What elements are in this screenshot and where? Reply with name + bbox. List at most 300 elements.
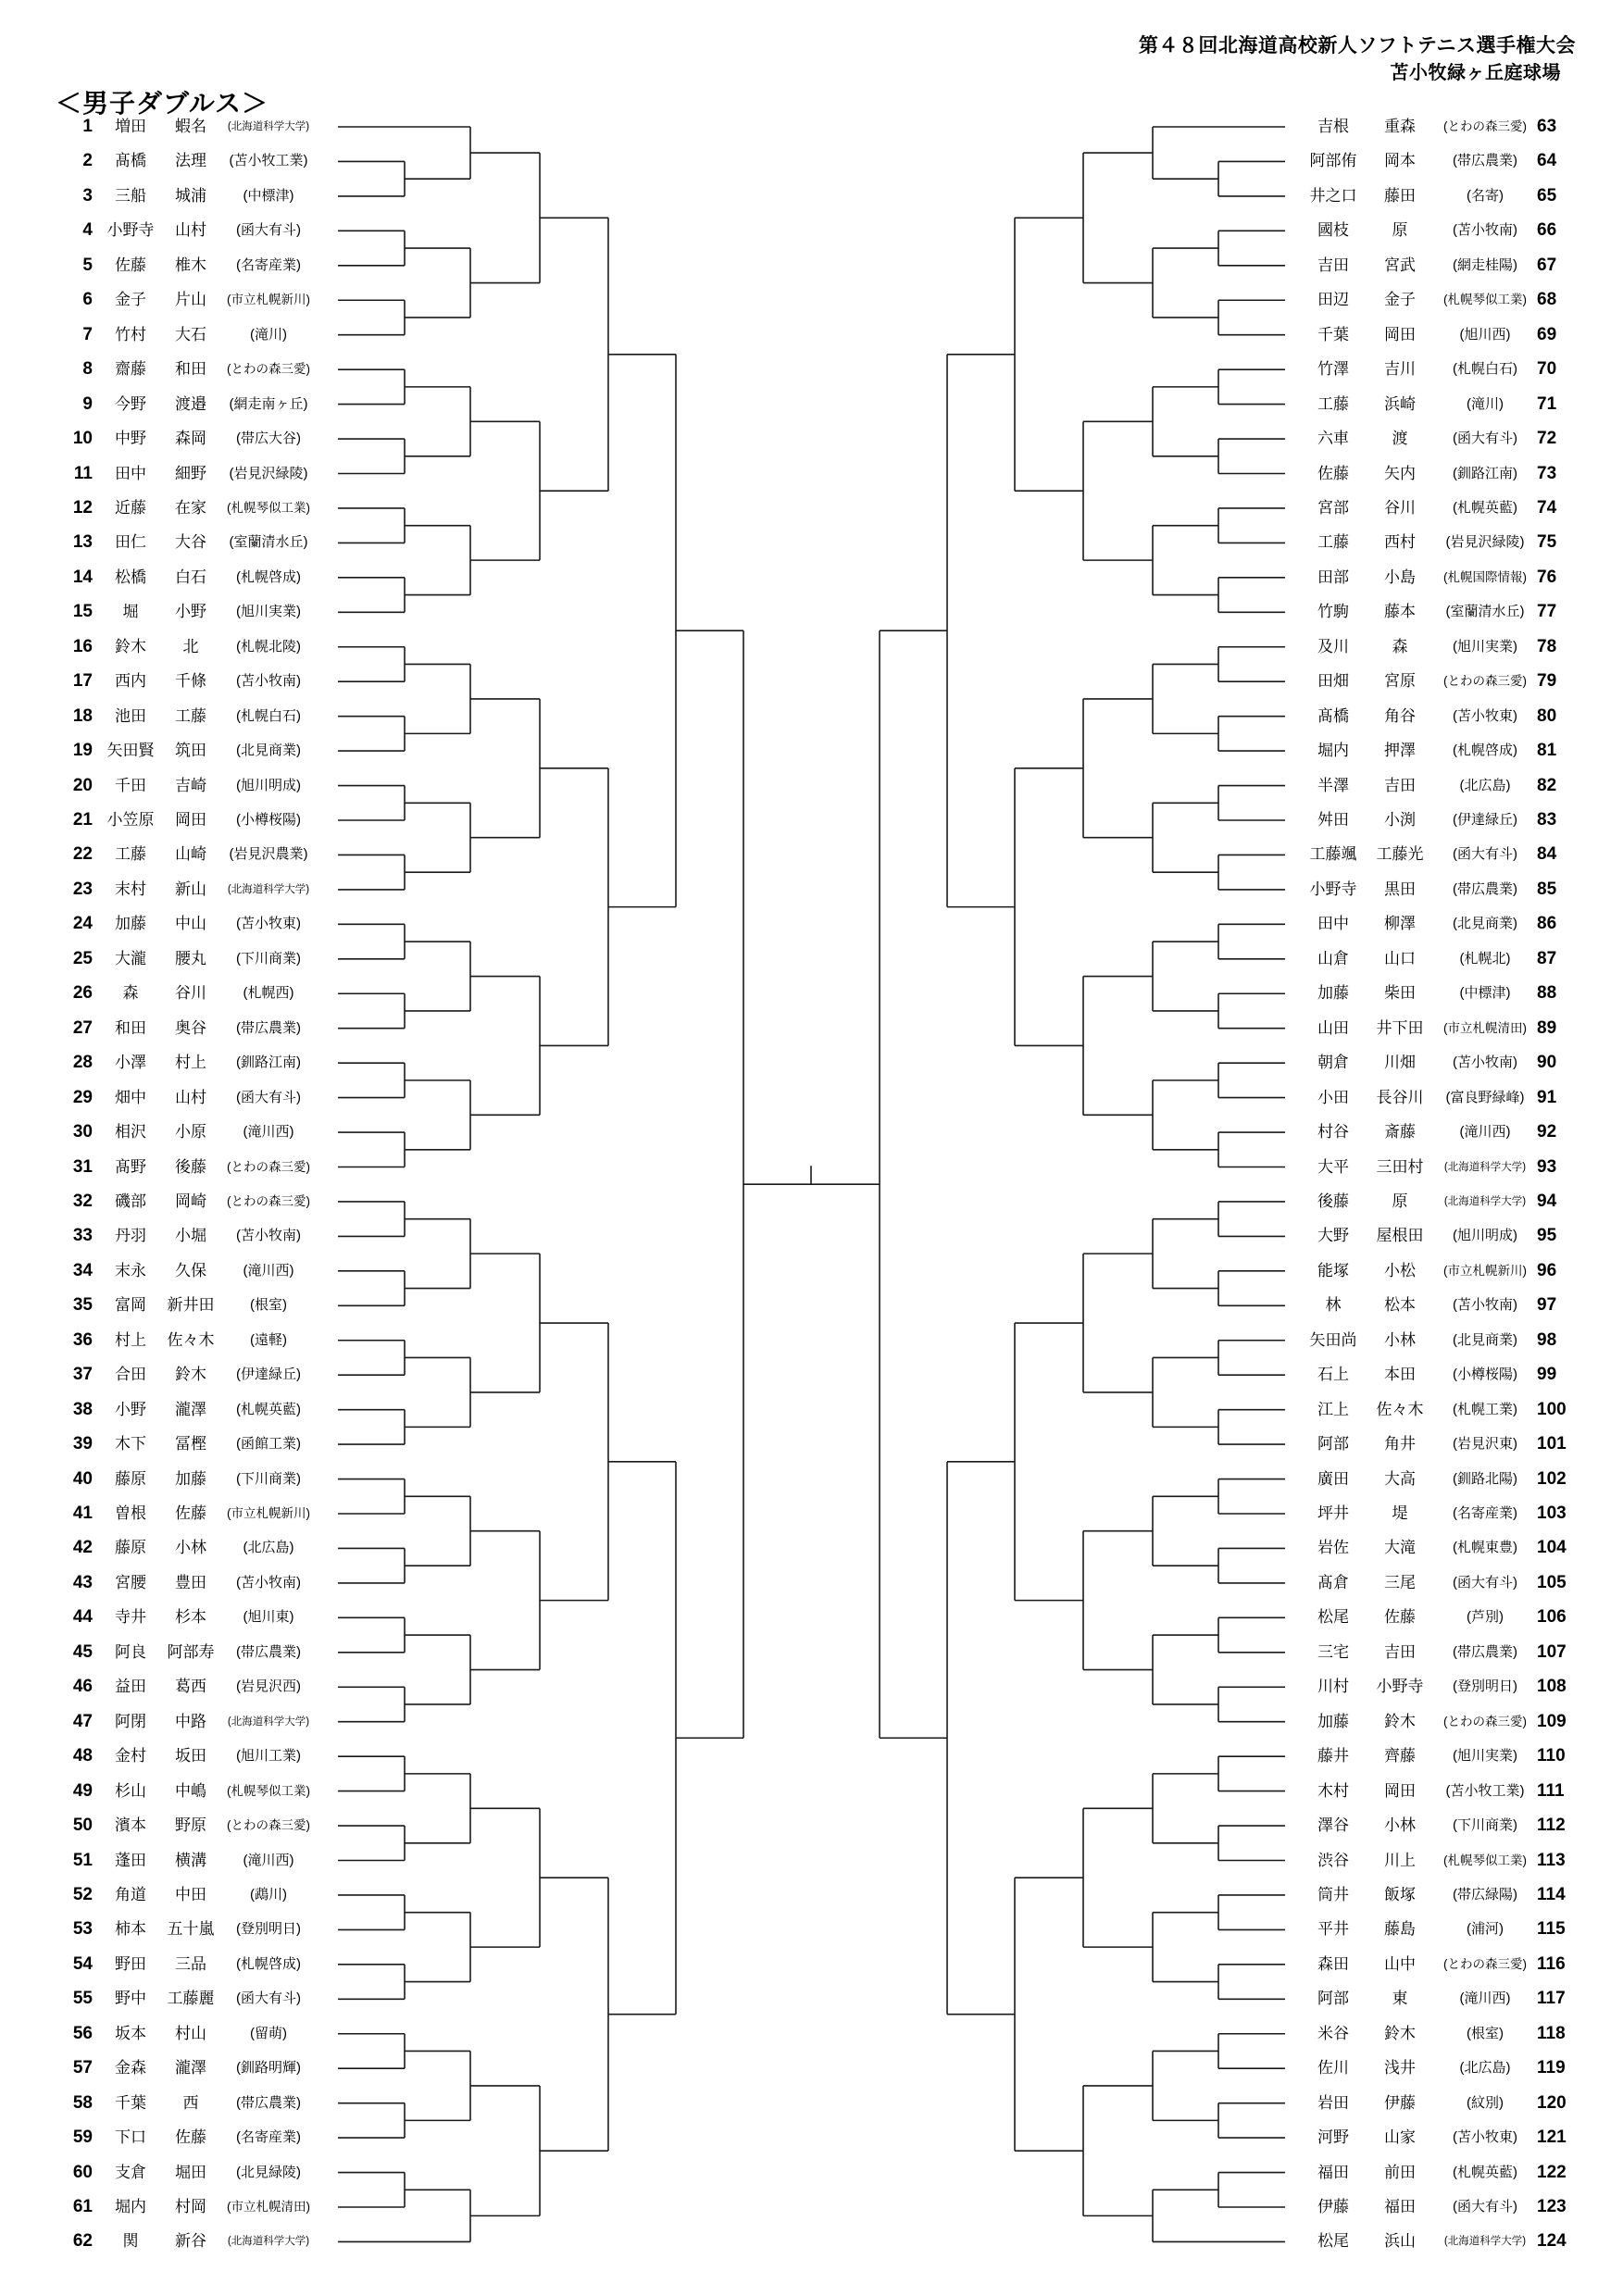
player2-name: 飯塚	[1384, 1885, 1416, 1903]
school-name: (札幌白石)	[1453, 361, 1517, 378]
school-name: (苫小牧南)	[236, 1228, 301, 1244]
player1-name: 森田	[1317, 1954, 1349, 1973]
school-name: (苫小牧南)	[1453, 1054, 1517, 1071]
entry-number: 117	[1537, 1989, 1566, 2009]
school-name: (旭川実業)	[236, 604, 301, 620]
player2-name: 谷川	[175, 984, 206, 1003]
school-name: (小樽桜陽)	[1453, 1366, 1517, 1383]
player1-name: 伊藤	[1317, 2198, 1349, 2215]
school-name: (とわの森三愛)	[227, 1818, 310, 1833]
school-name: (函大有斗)	[1453, 430, 1517, 447]
school-name: (とわの森三愛)	[227, 1193, 310, 1208]
school-name: (浦河)	[1467, 1921, 1504, 1938]
school-name: (下川商業)	[236, 950, 301, 967]
player1-name: 田仁	[115, 533, 146, 552]
player2-name: 岡田	[1384, 1781, 1416, 1800]
entry-number: 57	[72, 2058, 93, 2078]
player2-name: 谷川	[1384, 498, 1416, 517]
player2-name: 吉田	[1384, 776, 1416, 794]
school-name: (滝川西)	[243, 1852, 294, 1868]
player1-name: 森	[122, 984, 139, 1003]
player2-name: 藤島	[1384, 1920, 1416, 1939]
school-name: (札幌英藍)	[1453, 499, 1517, 516]
entry-number: 98	[1537, 1329, 1557, 1350]
entry-number: 42	[72, 1538, 93, 1558]
player2-name: 和田	[175, 360, 206, 379]
school-name: (札幌啓成)	[1453, 742, 1517, 759]
player1-name: 小笠原	[106, 811, 155, 829]
player1-name: 岩田	[1317, 2093, 1349, 2112]
player2-name: 小野	[175, 603, 206, 621]
player1-name: 金森	[115, 2059, 146, 2078]
player2-name: 山口	[1384, 949, 1416, 967]
school-name: (札幌西)	[243, 985, 294, 1002]
school-name: (名寄)	[1467, 187, 1504, 204]
player1-name: 加藤	[1317, 1712, 1349, 1730]
player1-name: 小野寺	[1309, 880, 1357, 898]
school-name: (帯広大谷)	[236, 430, 301, 447]
player1-name: 工藤	[1317, 394, 1349, 413]
school-name: (市立札幌新川)	[227, 293, 310, 307]
entry-number: 50	[72, 1816, 93, 1836]
entry-number: 99	[1537, 1365, 1557, 1385]
player2-name: 原	[1392, 221, 1408, 240]
player1-name: 工藤	[1317, 533, 1349, 552]
entry-number: 19	[72, 741, 93, 761]
school-name: (芦別)	[1467, 1609, 1504, 1626]
player1-name: 田部	[1317, 568, 1349, 586]
player2-name: 山村	[175, 221, 206, 240]
entry-number: 20	[72, 775, 93, 795]
player2-name: 矢内	[1384, 464, 1416, 482]
player2-name: 椎木	[175, 256, 206, 274]
school-name: (旭川東)	[243, 1609, 294, 1626]
entry-number: 41	[72, 1504, 93, 1523]
player2-name: 小原	[175, 1123, 206, 1142]
player1-name: 松橋	[115, 568, 146, 586]
school-name: (釧路明輝)	[236, 2060, 301, 2077]
player1-name: 増田	[115, 118, 146, 135]
player2-name: 森	[1392, 637, 1408, 655]
school-name: (下川商業)	[236, 1470, 301, 1487]
player2-name: 前田	[1384, 2163, 1416, 2181]
player2-name: 大谷	[175, 533, 206, 552]
school-name: (滝川)	[1467, 395, 1504, 412]
player2-name: 藤本	[1384, 603, 1416, 621]
player2-name: 押澤	[1384, 742, 1416, 760]
player1-name: 髙橋	[1317, 706, 1349, 725]
entry-number: 114	[1537, 1884, 1566, 1904]
player1-name: 堀内	[1317, 742, 1349, 760]
player1-name: 山倉	[1317, 949, 1349, 967]
entry-number: 110	[1537, 1746, 1566, 1766]
player2-name: 角井	[1384, 1435, 1416, 1454]
player1-name: 後藤	[1317, 1192, 1349, 1210]
entry-number: 1	[82, 117, 93, 136]
player1-name: 佐川	[1317, 2059, 1349, 2078]
entry-number: 4	[82, 220, 93, 241]
player2-name: 大石	[175, 325, 206, 343]
player1-name: 畑中	[115, 1088, 146, 1106]
entry-number: 90	[1537, 1053, 1557, 1073]
player1-name: 小野寺	[106, 221, 155, 240]
entry-number: 84	[1537, 844, 1557, 865]
player2-name: 柳澤	[1384, 915, 1416, 933]
school-name: (滝川西)	[243, 1124, 294, 1141]
player2-name: 川上	[1384, 1851, 1416, 1869]
player1-name: 木村	[1317, 1781, 1349, 1800]
school-name: (市立札幌新川)	[227, 1506, 310, 1520]
player2-name: 新谷	[175, 2232, 206, 2251]
school-name: (名寄産業)	[1453, 1505, 1517, 1521]
player1-name: 筒井	[1317, 1885, 1349, 1903]
player2-name: 城浦	[175, 186, 206, 205]
player1-name: 工藤颯	[1309, 845, 1357, 864]
school-name: (旭川明成)	[236, 777, 301, 793]
entry-number: 122	[1537, 2162, 1567, 2182]
player2-name: 渡	[1392, 430, 1408, 448]
entry-number: 67	[1537, 255, 1557, 275]
player1-name: 三宅	[1317, 1642, 1349, 1661]
player1-name: 末永	[115, 1261, 146, 1279]
player2-name: 三品	[175, 1954, 206, 1973]
player2-name: 中嶋	[175, 1781, 206, 1800]
entry-number: 11	[73, 463, 93, 483]
school-name: (滝川西)	[1459, 1990, 1511, 2007]
player2-name: 山家	[1384, 2128, 1416, 2147]
player2-name: 鈴木	[175, 1366, 206, 1384]
school-name: (とわの森三愛)	[1443, 119, 1527, 133]
player1-name: 米谷	[1317, 2024, 1349, 2042]
school-name: (北見商業)	[236, 742, 301, 759]
school-name: (苫小牧南)	[1453, 222, 1517, 239]
school-name: (登別明日)	[236, 1921, 301, 1938]
entry-number: 87	[1537, 948, 1557, 968]
entry-number: 101	[1537, 1434, 1567, 1454]
entry-number: 124	[1537, 2231, 1567, 2252]
school-name: (苫小牧東)	[236, 916, 301, 932]
player2-name: 西	[182, 2093, 199, 2112]
player2-name: 鈴木	[1384, 2024, 1416, 2042]
player2-name: 吉川	[1384, 360, 1416, 379]
player2-name: 堤	[1392, 1504, 1408, 1522]
school-name: (函大有斗)	[236, 1990, 301, 2007]
player1-name: 富岡	[115, 1296, 146, 1315]
school-name: (富良野緑峰)	[1445, 1089, 1525, 1105]
school-name: (名寄産業)	[236, 256, 301, 273]
school-name: (札幌琴似工業)	[1443, 1853, 1527, 1867]
school-name: (岩見沢緑陵)	[1445, 534, 1525, 551]
player2-name: 村岡	[175, 2198, 206, 2215]
school-name: (帯広農業)	[1453, 1643, 1517, 1660]
player2-name: 千條	[175, 672, 206, 691]
school-name: (札幌啓成)	[236, 1955, 301, 1972]
school-name: (苫小牧工業)	[1445, 1782, 1525, 1799]
entry-number: 94	[1537, 1191, 1557, 1211]
school-name: (函大有斗)	[236, 1089, 301, 1105]
entry-number: 7	[82, 324, 93, 344]
school-name: (とわの森三愛)	[1443, 1714, 1527, 1728]
entry-number: 48	[72, 1746, 93, 1766]
player2-name: 小野寺	[1376, 1678, 1424, 1696]
entry-number: 51	[72, 1850, 93, 1870]
player2-name: 川畑	[1384, 1054, 1416, 1072]
player1-name: 田畑	[1317, 672, 1349, 691]
school-name: (網走南ヶ丘)	[229, 395, 308, 412]
player2-name: 宮原	[1384, 672, 1416, 691]
player1-name: 井之口	[1309, 186, 1357, 205]
entry-number: 12	[72, 497, 93, 518]
player2-name: 藤田	[1384, 186, 1416, 205]
entry-number: 38	[72, 1399, 93, 1419]
player2-name: 小堀	[175, 1227, 206, 1245]
entry-number: 105	[1537, 1572, 1567, 1592]
school-name: (帯広農業)	[236, 2094, 301, 2111]
school-name: (北海道科学大学)	[227, 883, 310, 895]
player2-name: 鈴木	[1384, 1712, 1416, 1730]
player1-name: 坪井	[1317, 1504, 1349, 1522]
player1-name: 林	[1325, 1296, 1342, 1315]
school-name: (函大有斗)	[1453, 2199, 1517, 2215]
player1-name: 松尾	[1317, 2232, 1349, 2251]
school-name: (北海道科学大学)	[1443, 1195, 1527, 1207]
player2-name: 小松	[1384, 1261, 1416, 1279]
entry-number: 70	[1537, 359, 1557, 380]
player1-name: 福田	[1317, 2163, 1349, 2181]
player1-name: 堀内	[115, 2198, 146, 2215]
player1-name: 六車	[1317, 430, 1349, 448]
school-name: (札幌英藍)	[236, 1401, 301, 1417]
school-name: (函大有斗)	[1453, 846, 1517, 863]
entry-number: 78	[1537, 636, 1557, 656]
entry-number: 108	[1537, 1677, 1567, 1697]
player1-name: 渋谷	[1317, 1851, 1349, 1869]
school-name: (北海道科学大学)	[1443, 1161, 1527, 1173]
player2-name: 松本	[1384, 1296, 1416, 1315]
school-name: (とわの森三愛)	[227, 362, 310, 377]
player2-name: 佐藤	[175, 1504, 206, 1522]
player1-name: 池田	[115, 706, 146, 725]
player2-name: 原	[1392, 1192, 1408, 1210]
player2-name: 黒田	[1384, 880, 1416, 898]
entry-number: 29	[72, 1087, 93, 1107]
school-name: (札幌東豊)	[1453, 1540, 1517, 1556]
player1-name: 佐藤	[115, 256, 146, 274]
school-name: (旭川明成)	[1453, 1228, 1517, 1244]
player1-name: 合田	[115, 1366, 146, 1384]
player2-name: 屋根田	[1376, 1227, 1424, 1245]
entry-number: 93	[1537, 1156, 1557, 1177]
player1-name: 藤井	[1317, 1747, 1349, 1766]
school-name: (旭川工業)	[236, 1748, 301, 1765]
school-name: (留萌)	[250, 2025, 287, 2041]
player1-name: 小澤	[115, 1054, 146, 1072]
player1-name: 矢田賢	[106, 742, 155, 760]
school-name: (苫小牧東)	[1453, 707, 1517, 724]
player2-name: 井下田	[1376, 1018, 1424, 1037]
entry-number: 92	[1537, 1122, 1557, 1142]
entry-number: 61	[72, 2197, 93, 2216]
entry-number: 96	[1537, 1260, 1557, 1280]
player1-name: 相沢	[115, 1123, 146, 1142]
entry-number: 40	[72, 1468, 93, 1489]
entry-number: 9	[82, 393, 93, 414]
player2-name: 金子	[1384, 291, 1416, 309]
school-name: (苫小牧東)	[1453, 2129, 1517, 2146]
player1-name: 宮部	[1317, 498, 1349, 517]
school-name: (登別明日)	[1453, 1678, 1517, 1695]
player2-name: 伊藤	[1384, 2093, 1416, 2112]
player1-name: 加藤	[1317, 984, 1349, 1003]
school-name: (北海道科学大学)	[227, 2236, 310, 2248]
school-name: (釧路北陽)	[1453, 1470, 1517, 1487]
player2-name: 角谷	[1384, 706, 1416, 725]
player2-name: 豊田	[175, 1573, 206, 1591]
player1-name: 阿閉	[115, 1712, 146, 1730]
player1-name: 阿部	[1317, 1990, 1349, 2008]
player2-name: 渡邉	[175, 394, 206, 413]
school-name: (帯広農業)	[1453, 880, 1517, 897]
entry-number: 39	[72, 1434, 93, 1454]
player1-name: 齋藤	[115, 360, 146, 379]
school-name: (室蘭清水丘)	[1445, 604, 1525, 620]
player2-name: 法理	[175, 152, 206, 170]
player2-name: 岡田	[1384, 325, 1416, 343]
player1-name: 近藤	[115, 498, 146, 517]
player2-name: 齊藤	[1384, 1747, 1416, 1766]
entry-number: 69	[1537, 324, 1557, 344]
player1-name: 角道	[115, 1885, 146, 1903]
player1-name: 工藤	[115, 845, 146, 864]
player1-name: 藤原	[115, 1469, 146, 1488]
entry-number: 35	[72, 1295, 93, 1316]
entry-number: 2	[82, 151, 93, 171]
school-name: (札幌英藍)	[1453, 2164, 1517, 2180]
school-name: (苫小牧南)	[236, 673, 301, 690]
entry-number: 44	[72, 1607, 93, 1628]
player1-name: 宮腰	[115, 1573, 146, 1591]
player1-name: 廣田	[1317, 1469, 1349, 1488]
player2-name: 山村	[175, 1088, 206, 1106]
player2-name: 宮武	[1384, 256, 1416, 274]
entry-number: 27	[72, 1017, 93, 1038]
player1-name: 阿良	[115, 1642, 146, 1661]
player1-name: 下口	[115, 2128, 146, 2147]
school-name: (札幌工業)	[1453, 1401, 1517, 1417]
school-name: (とわの森三愛)	[1443, 1956, 1527, 1971]
player1-name: 竹澤	[1317, 360, 1349, 379]
player1-name: 吉田	[1317, 256, 1349, 274]
player1-name: 大平	[1317, 1157, 1349, 1176]
school-name: (市立札幌清田)	[1443, 1020, 1527, 1035]
school-name: (下川商業)	[1453, 1817, 1517, 1834]
player2-name: 後藤	[175, 1157, 206, 1176]
entry-number: 75	[1537, 532, 1557, 553]
player2-name: 白石	[175, 568, 206, 586]
player2-name: 吉崎	[175, 776, 206, 794]
entry-number: 32	[72, 1191, 93, 1211]
school-name: (岩見沢緑陵)	[229, 465, 308, 481]
player1-name: 野中	[115, 1990, 146, 2008]
entry-number: 8	[82, 359, 93, 380]
entry-number: 104	[1537, 1538, 1567, 1558]
school-name: (旭川西)	[1459, 326, 1511, 343]
venue-name: 苫小牧緑ヶ丘庭球場	[1390, 63, 1561, 83]
player1-name: 杉山	[115, 1781, 146, 1800]
entry-number: 43	[72, 1572, 93, 1592]
player1-name: 小田	[1317, 1088, 1349, 1106]
entry-number: 95	[1537, 1226, 1557, 1246]
entry-number: 13	[72, 532, 93, 553]
entry-number: 91	[1537, 1087, 1557, 1107]
player2-name: 北	[182, 637, 199, 655]
entry-number: 82	[1537, 775, 1557, 795]
entry-number: 121	[1537, 2128, 1567, 2148]
school-name: (根室)	[1467, 2025, 1504, 2041]
school-name: (釧路江南)	[236, 1054, 301, 1071]
entry-number: 111	[1537, 1780, 1565, 1801]
entry-number: 86	[1537, 914, 1557, 934]
player1-name: 末村	[115, 880, 146, 898]
school-name: (函大有斗)	[236, 222, 301, 239]
player1-name: 竹駒	[1317, 603, 1349, 621]
player2-name: 工藤光	[1376, 845, 1424, 864]
player1-name: 千田	[115, 776, 146, 794]
entry-number: 17	[72, 671, 93, 692]
player2-name: 三田村	[1376, 1157, 1424, 1176]
player2-name: 冨樫	[175, 1435, 206, 1454]
player2-name: 在家	[175, 498, 206, 517]
player1-name: 和田	[115, 1018, 146, 1037]
player1-name: 國枝	[1317, 221, 1349, 240]
entry-number: 22	[72, 844, 93, 865]
entry-number: 79	[1537, 671, 1557, 692]
player2-name: 佐々木	[167, 1330, 215, 1349]
school-name: (とわの森三愛)	[227, 1159, 310, 1174]
entry-number: 60	[72, 2162, 93, 2182]
school-name: (北広島)	[1459, 777, 1511, 793]
player1-name: 村谷	[1317, 1123, 1349, 1142]
player2-name: 岡本	[1384, 152, 1416, 170]
entry-number: 58	[72, 2092, 93, 2113]
player2-name: 浅井	[1384, 2059, 1416, 2078]
entry-number: 49	[72, 1780, 93, 1801]
player2-name: 大高	[1384, 1469, 1416, 1488]
entry-number: 65	[1537, 185, 1557, 206]
player1-name: 中野	[115, 430, 146, 448]
player1-name: 舛田	[1317, 811, 1349, 829]
school-name: (北見緑陵)	[236, 2164, 301, 2180]
entry-number: 37	[72, 1365, 93, 1385]
entry-number: 31	[72, 1156, 93, 1177]
player2-name: 斎藤	[1384, 1123, 1416, 1142]
player1-name: 野田	[115, 1954, 146, 1973]
player2-name: 細野	[175, 464, 206, 482]
player2-name: 腰丸	[175, 949, 206, 967]
entry-number: 64	[1537, 151, 1557, 171]
school-name: (札幌白石)	[236, 707, 301, 724]
player1-name: 吉根	[1317, 118, 1349, 135]
school-name: (岩見沢東)	[1453, 1436, 1517, 1453]
entry-number: 56	[72, 2023, 93, 2043]
school-name: (岩見沢農業)	[229, 846, 308, 863]
player1-name: 鈴木	[115, 637, 146, 655]
player2-name: 中山	[175, 915, 206, 933]
player1-name: 髙野	[115, 1157, 146, 1176]
school-name: (札幌北陵)	[236, 638, 301, 655]
entry-number: 10	[72, 429, 93, 449]
school-name: (函館工業)	[236, 1436, 301, 1453]
